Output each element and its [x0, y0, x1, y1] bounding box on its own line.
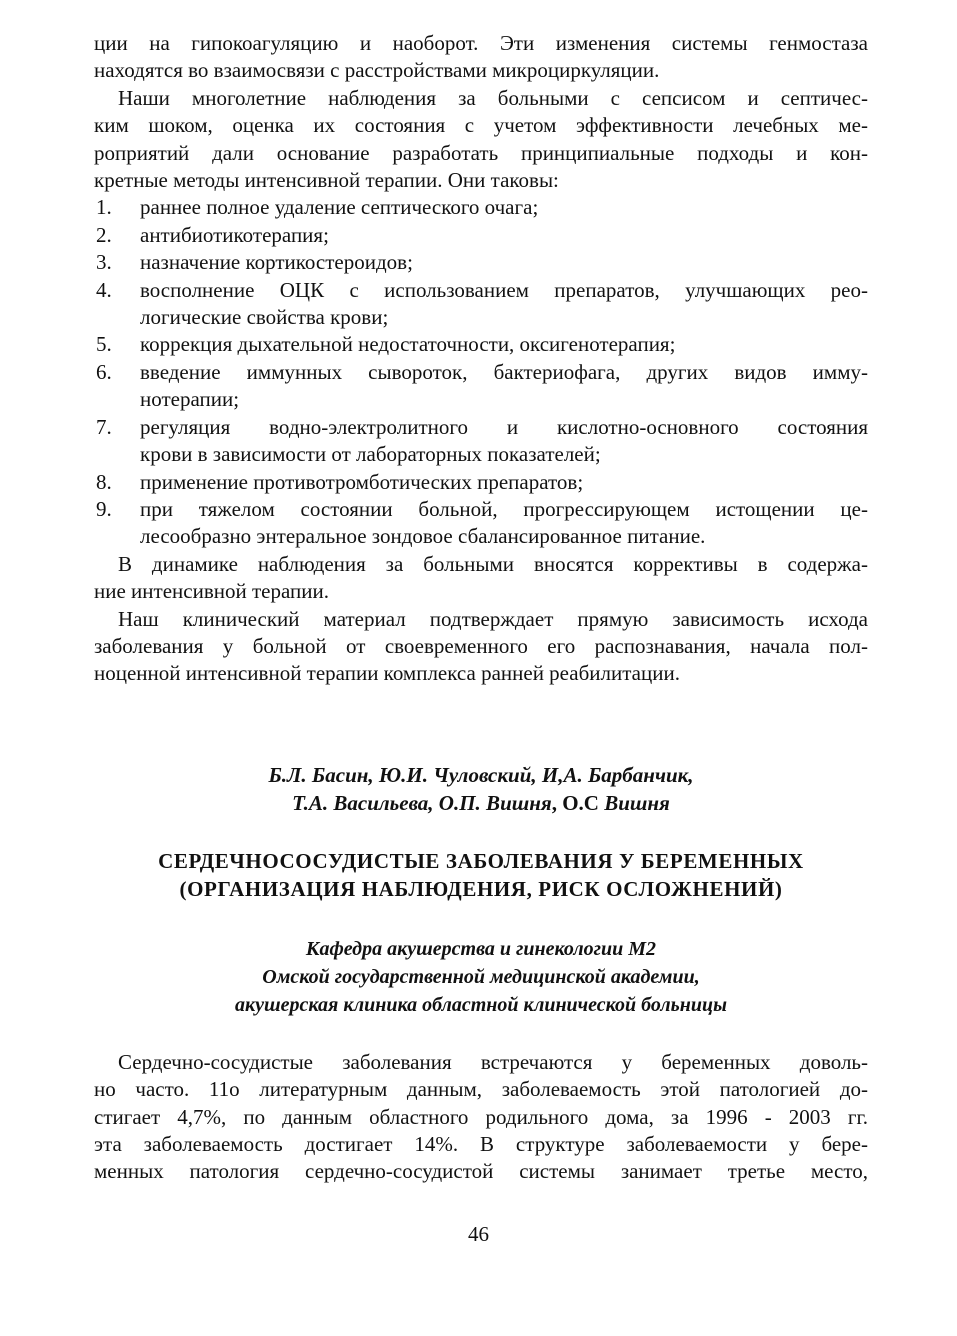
list-item — [94, 496, 868, 551]
text-line: но часто. 11о литературным данным, заболеваемость этой патологией до- — [94, 1077, 868, 1102]
text-line: ции на гипокоагуляцию и наоборот. Эти изменения системы генмостаза — [94, 31, 868, 55]
title-line: (ОРГАНИЗАЦИЯ НАБЛЮДЕНИЯ, РИСК ОСЛОЖНЕНИЙ) — [179, 876, 783, 901]
text-line: роприятий дали основание разработать принципиальные подходы и кон- — [94, 140, 868, 165]
page-content — [94, 30, 868, 1186]
paragraph-approaches — [94, 85, 868, 195]
list-item — [94, 249, 868, 276]
text-line: стигает 4,7%, по данным областного родильного дома, за 1996 - 2003 гг. — [94, 1104, 868, 1129]
list-number: 3. — [96, 250, 112, 275]
list-text: нотерапии; — [140, 387, 240, 412]
text-line: кретные методы интенсивной терапии. Они таковы: — [94, 168, 559, 193]
list-text: крови в зависимости от лабораторных показателей; — [140, 442, 601, 467]
article-title — [94, 847, 868, 903]
author-surname: Вишня — [598, 790, 670, 815]
title-line: СЕРДЕЧНОСОСУДИСТЫЕ ЗАБОЛЕВАНИЯ У БЕРЕМЕННЫХ — [158, 848, 804, 873]
text-line: Наши многолетние наблюдения за больными с сепсисом и септичес- — [118, 85, 868, 110]
list-number: 4. — [96, 277, 112, 302]
list-item — [94, 331, 868, 358]
text-line: эта заболеваемость достигает 14%. В структуре заболеваемости у бере- — [94, 1131, 868, 1156]
list-text: раннее полное удаление септического очага; — [140, 195, 539, 220]
authors-line: Б.Л. Басин, Ю.И. Чуловский, И,А. Барбанчик, — [268, 762, 694, 787]
author-initials: , О.С — [551, 790, 599, 815]
page-number: 46 — [468, 1222, 489, 1246]
list-item — [94, 414, 868, 469]
list-number: 8. — [96, 469, 112, 494]
article-affiliation — [94, 935, 868, 1019]
list-number: 1. — [96, 195, 112, 220]
text-line: ние интенсивной терапии. — [94, 579, 329, 604]
text-line: заболевания у больной от своевременного его распознавания, начала пол- — [94, 633, 868, 658]
list-item — [94, 194, 868, 221]
text-line: В динамике наблюдения за больными вносятся коррективы в содержа- — [118, 551, 868, 576]
list-text: при тяжелом состоянии больной, прогрессирующем истощении це- — [140, 496, 868, 521]
list-text: логические свойства крови; — [140, 305, 389, 330]
list-text: коррекция дыхательной недостаточности, оксигенотерапия; — [140, 332, 676, 357]
list-text: введение иммунных сывороток, бактериофага, других видов имму- — [140, 359, 868, 384]
list-number: 9. — [96, 496, 112, 521]
list-number: 2. — [96, 222, 112, 247]
list-item — [94, 222, 868, 249]
text-line: находятся во взаимосвязи с расстройствами микроциркуляции. — [94, 58, 660, 83]
text-line: Наш клинический материал подтверждает прямую зависимость исхода — [118, 606, 868, 631]
text-line: ким шоком, оценка их состояния с учетом эффективности лечебных ме- — [94, 113, 868, 138]
list-number: 6. — [96, 359, 112, 384]
list-number: 5. — [96, 332, 112, 357]
author-names: Т.А. Васильева, О.П. Вишня — [292, 790, 552, 815]
paragraph-conclusion — [94, 606, 868, 688]
affiliation-line: Омской государственной медицинской академии, — [262, 965, 700, 988]
paragraph-dynamics — [94, 551, 868, 606]
text-line: менных патология сердечно-сосудистой системы занимает третье место, — [94, 1159, 868, 1184]
list-text: антибиотикотерапия; — [140, 222, 329, 247]
list-item — [94, 359, 868, 414]
affiliation-line: акушерская клиника областной клинической больницы — [234, 993, 728, 1016]
intro-paragraph — [94, 30, 868, 85]
authors-line — [94, 789, 868, 817]
affiliation-line: Кафедра акушерства и гинекологии М2 — [305, 937, 657, 960]
text-line: Сердечно-сосудистые заболевания встречаются у беременных доволь- — [118, 1049, 868, 1074]
list-item — [94, 469, 868, 496]
list-item — [94, 277, 868, 332]
numbered-list — [94, 194, 868, 550]
paragraph-cardio — [94, 1049, 868, 1186]
text-line: ноценной интенсивной терапии комплекса ранней реабилитации. — [94, 661, 680, 686]
list-number: 7. — [96, 414, 112, 439]
list-text: лесообразно энтеральное зондовое сбалансированное питание. — [140, 524, 706, 549]
list-text: применение противотромботических препаратов; — [140, 469, 584, 494]
article-authors — [94, 761, 868, 817]
list-text: восполнение ОЦК с использованием препаратов, улучшающих рео- — [140, 277, 868, 302]
list-text: регуляция водно-электролитного и кислотно-основного состояния — [140, 414, 868, 439]
list-text: назначение кортикостероидов; — [140, 250, 413, 275]
